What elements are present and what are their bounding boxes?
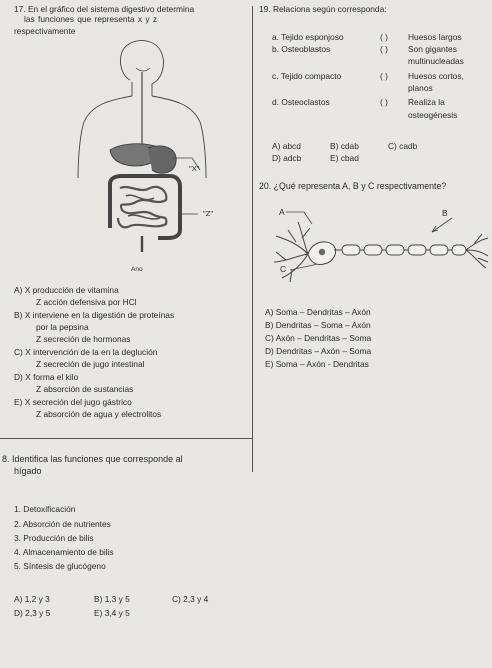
q18-item-2: 2. Absorción de nutrientes <box>14 519 111 529</box>
digestive-system-figure <box>70 38 250 278</box>
neuron-figure <box>268 200 490 286</box>
q20-option-e: E) Soma – Axón - Dendritas <box>265 359 369 369</box>
q19-row-d-right-1: Realiza la <box>408 97 445 107</box>
q20-title: 20. ¿Qué representa A, B y C respectivamente? <box>259 181 447 191</box>
q18-line1: 8. Identifica las funciones que corresponde al <box>2 454 183 464</box>
q19-answer-d: D) adcb <box>272 153 302 163</box>
q18-answer-e: E) 3,4 y 5 <box>94 608 130 618</box>
q17-option-b-line1: B) X interviene en la digestión de proteínas <box>14 310 175 320</box>
q18-answer-d: D) 2,3 y 5 <box>14 608 51 618</box>
figure-label-ano: Ano <box>131 266 143 273</box>
q18-item-4: 4. Almacenamiento de bilis <box>14 547 114 557</box>
q17-option-b-line2: por la pepsina <box>36 322 89 332</box>
q17-option-e-line1: E) X secreción del jugo gástrico <box>14 397 132 407</box>
q20-option-a: A) Soma – Dendritas – Axón <box>265 307 371 317</box>
q19-row-b-left: b. Osteoblastos <box>272 44 331 54</box>
neuron-label-b: B <box>442 208 448 218</box>
q19-row-c-paren: ( ) <box>380 71 388 81</box>
q19-row-d-left: d. Osteoclastos <box>272 97 330 107</box>
q17-option-a-line2: Z acción defensiva por HCl <box>36 297 137 307</box>
q19-answer-b: B) cdab <box>330 141 359 151</box>
q19-row-d-paren: ( ) <box>380 97 388 107</box>
q18-answer-c: C) 2,3 y 4 <box>172 594 209 604</box>
column-divider <box>252 6 253 472</box>
neuron-label-c: C <box>280 264 287 274</box>
q17-option-d-line2: Z absorción de sustancias <box>36 384 134 394</box>
figure-label-x: "X" <box>189 164 200 173</box>
q18-item-3: 3. Producción de bilis <box>14 533 94 543</box>
q20-option-c: C) Axón – Dendritas – Soma <box>265 333 372 343</box>
neuron-label-a: A <box>279 207 285 217</box>
q19-row-c-left: c. Tejido compacto <box>272 71 342 81</box>
q19-row-b-paren: ( ) <box>380 44 388 54</box>
q18-answer-a: A) 1,2 y 3 <box>14 594 50 604</box>
figure-label-z: "Z" <box>203 209 214 218</box>
q17-option-a-line1: A) X producción de vitamina <box>14 285 119 295</box>
q17-option-d-line1: D) X forma el kilo <box>14 372 79 382</box>
q19-answer-a: A) abcd <box>272 141 301 151</box>
q19-row-a-left: a. Tejido esponjoso <box>272 32 344 42</box>
q18-item-5: 5. Síntesis de glucógeno <box>14 561 106 571</box>
q19-row-c-right-1: Huesos cortos, <box>408 71 464 81</box>
q20-option-b: B) Dendritas – Soma – Axón <box>265 320 371 330</box>
q19-row-a-paren: ( ) <box>380 32 388 42</box>
q17-option-e-line2: Z absorción de agua y electrolitos <box>36 409 162 419</box>
q17-line3: respectivamente <box>14 26 76 36</box>
q20-option-d: D) Dendritas – Axón – Soma <box>265 346 372 356</box>
q18-line2: hígado <box>14 466 42 476</box>
q19-title: 19. Relaciona según corresponda: <box>259 4 387 14</box>
q19-row-b-right-1: Son gigantes <box>408 44 457 54</box>
q18-answer-b: B) 1,3 y 5 <box>94 594 130 604</box>
q18-item-1: 1. Detoxificación <box>14 504 76 514</box>
q17-line2: las funciones que representa x y z <box>24 14 158 24</box>
q19-answer-e: E) cbad <box>330 153 359 163</box>
q17-line1: 17. En el gráfico del sistema digestivo determina <box>14 4 195 14</box>
q17-option-b-line3: Z secreción de hormonas <box>36 334 131 344</box>
q18-divider <box>0 438 252 439</box>
q19-row-b-right-2: multinucleadas <box>408 56 464 66</box>
q19-row-d-right-2: osteogénesis <box>408 110 458 120</box>
q17-option-c-line1: C) X intervención de la en la deglución <box>14 347 158 357</box>
q19-answer-c: C) cadb <box>388 141 418 151</box>
q19-row-c-right-2: planos <box>408 83 433 93</box>
q17-option-c-line2: Z secreción de jugo intestinal <box>36 359 145 369</box>
q19-row-a-right: Huesos largos <box>408 32 462 42</box>
